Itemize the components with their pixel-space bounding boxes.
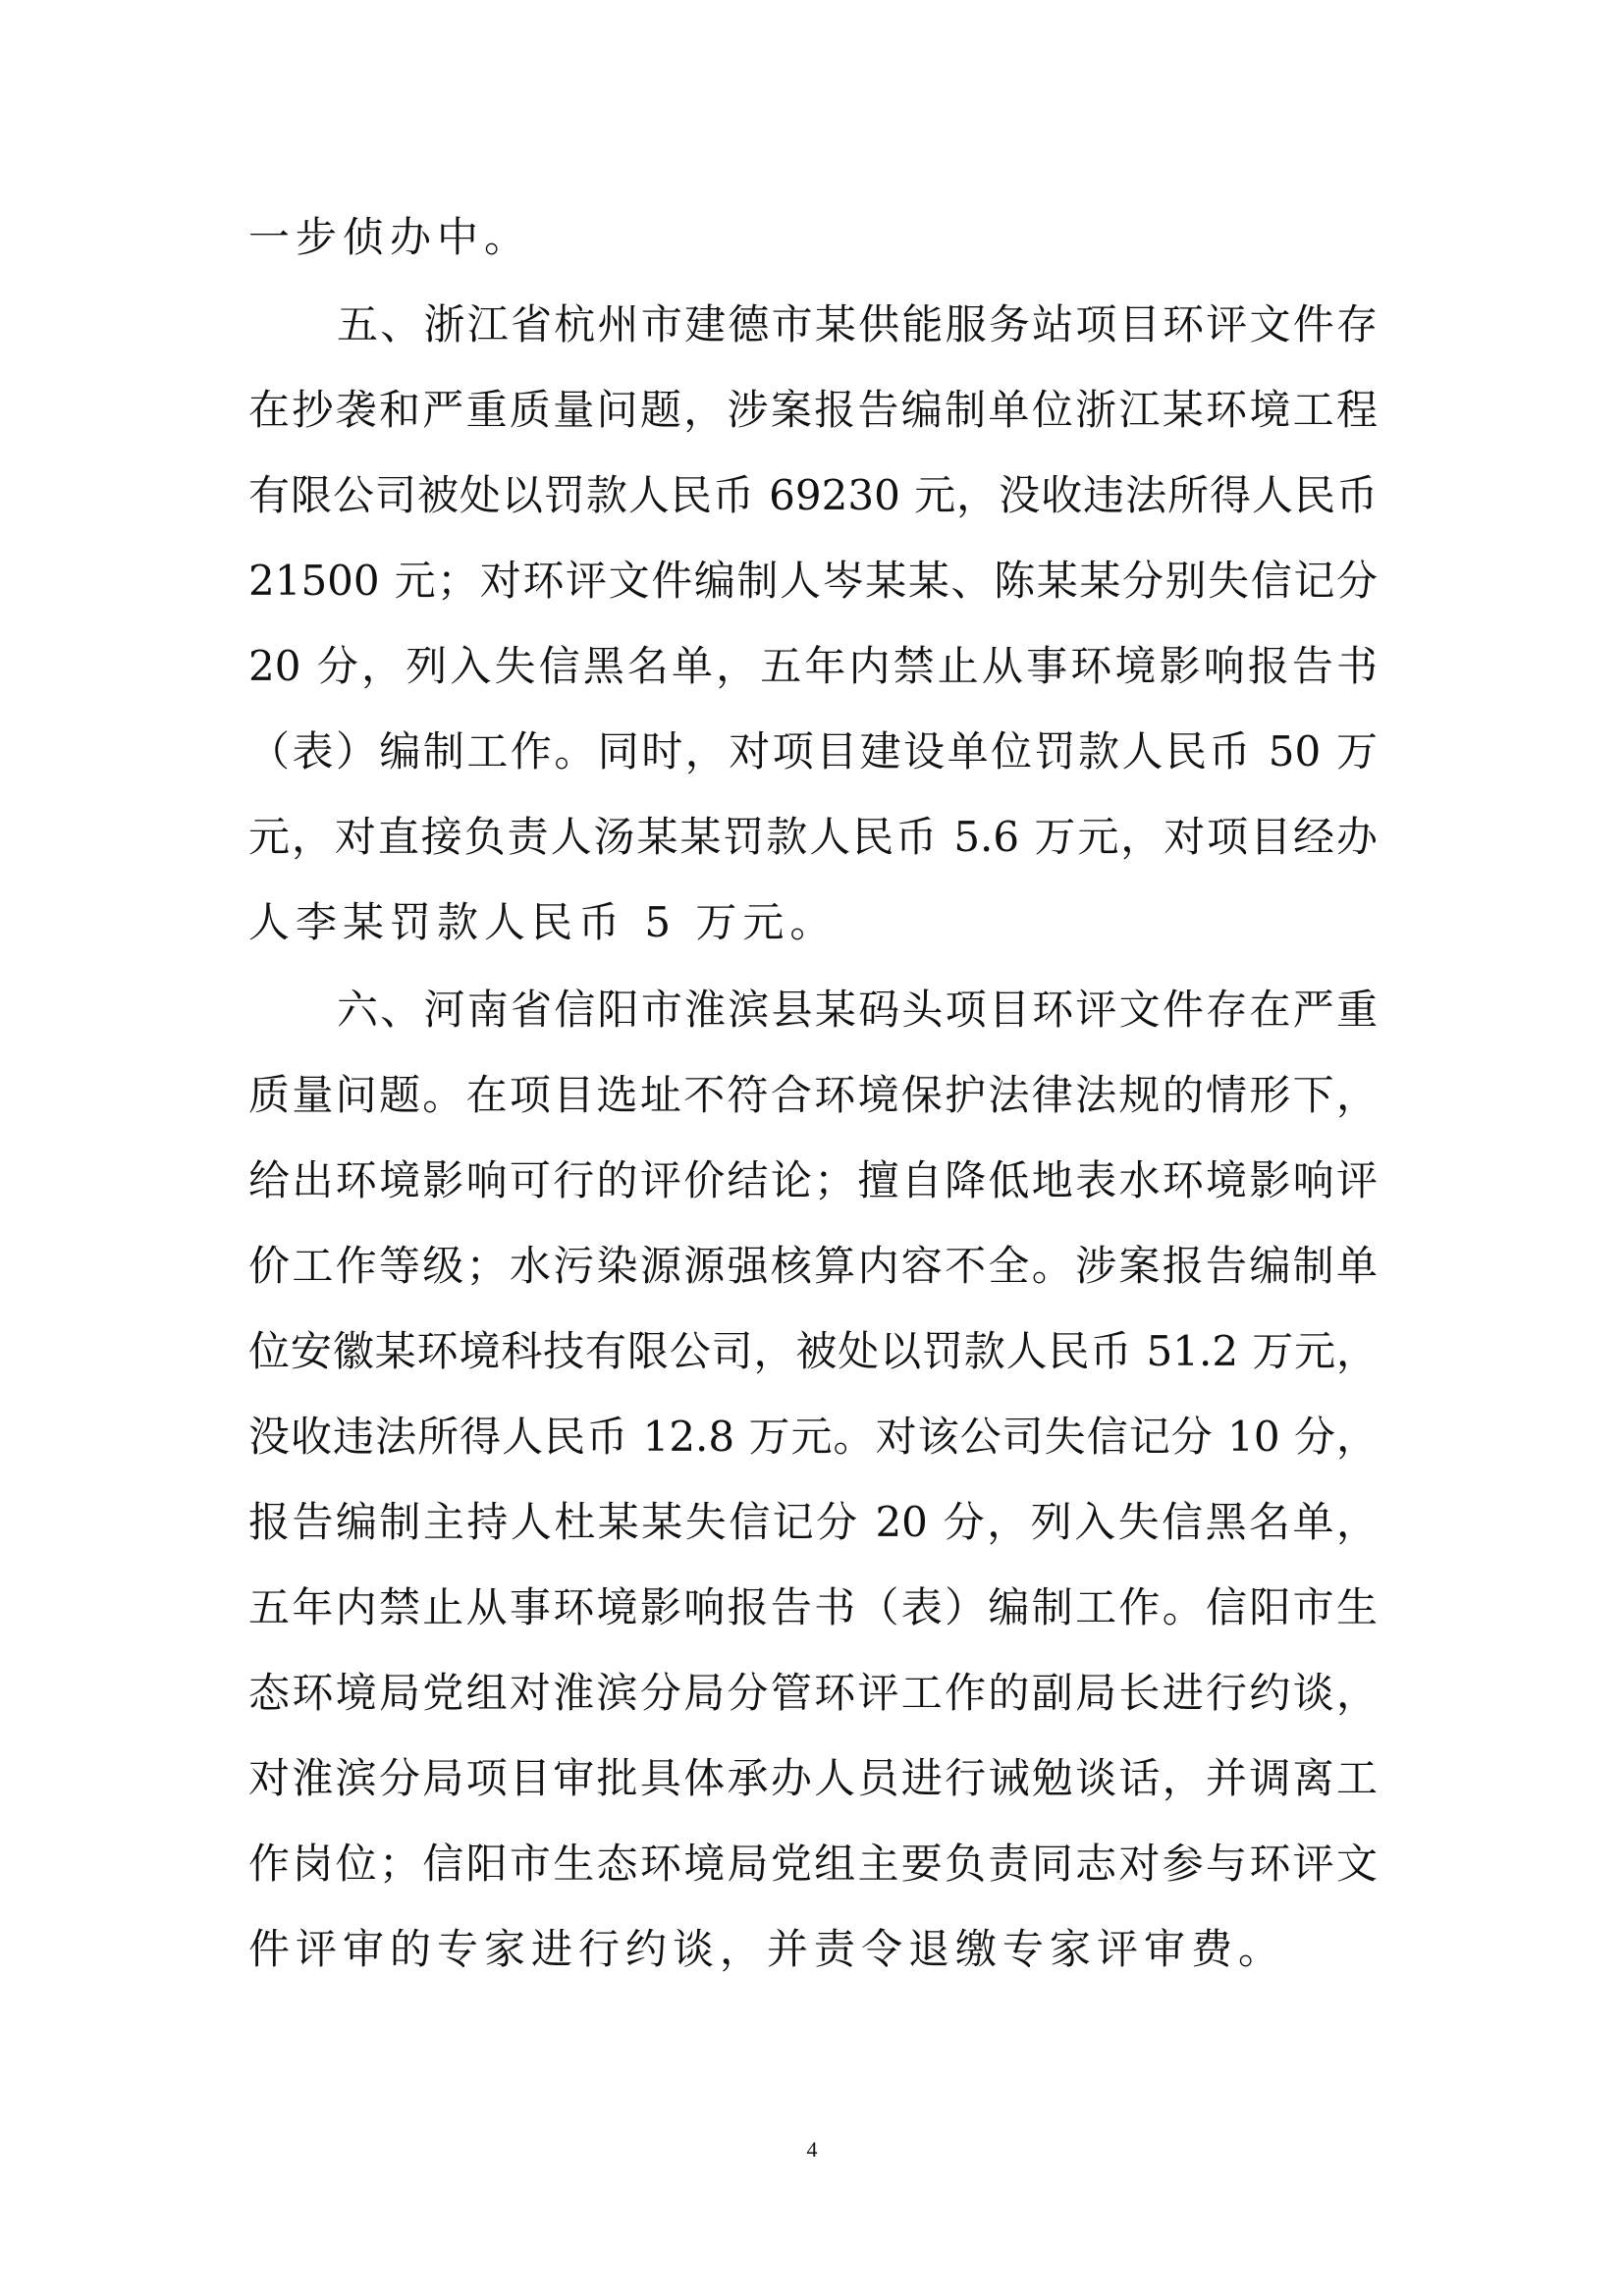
text-line-13: 价工作等级；水污染源源强核算内容不全。涉案报告编制单 [248,1242,1378,1290]
page-number: 4 [806,2137,818,2162]
text-line-15: 没收违法所得人民币 12.8 万元。对该公司失信记分 10 分， [248,1413,1378,1461]
text-line-18: 态环境局党组对淮滨分局分管环评工作的副局长进行约谈， [248,1669,1378,1717]
text-line-11: 质量问题。在项目选址不符合环境保护法律法规的情形下， [248,1071,1378,1119]
text-line-9: 人李某罚款人民币 5 万元。 [248,898,838,946]
text-line-20: 作岗位；信阳市生态环境局党组主要负责同志对参与环评文 [248,1840,1378,1888]
text-line-16: 报告编制主持人杜某某失信记分 20 分，列入失信黑名单， [248,1498,1378,1546]
text-line-21: 件评审的专家进行约谈，并责令退缴专家评审费。 [248,1925,1286,1973]
text-line-3: 在抄袭和严重质量问题，涉案报告编制单位浙江某环境工程 [248,386,1378,434]
text-line-10: 六、河南省信阳市淮滨县某码头项目环评文件存在严重 [337,986,1378,1034]
text-line-4: 有限公司被处以罚款人民币 69230 元，没收违法所得人民币 [248,471,1378,519]
text-line-6: 20 分，列入失信黑名单，五年内禁止从事环境影响报告书 [248,642,1378,690]
text-line-8: 元，对直接负责人汤某某罚款人民币 5.6 万元，对项目经办 [248,813,1378,861]
text-line-17: 五年内禁止从事环境影响报告书（表）编制工作。信阳市生 [248,1583,1378,1631]
text-line-19: 对淮滨分局项目审批具体承办人员进行诫勉谈话，并调离工 [248,1754,1378,1802]
text-line-1: 一步侦办中。 [248,213,532,261]
text-line-5: 21500 元；对环评文件编制人岑某某、陈某某分别失信记分 [248,557,1378,605]
text-line-7: （表）编制工作。同时，对项目建设单位罚款人民币 50 万 [248,727,1378,775]
text-line-12: 给出环境影响可行的评价结论；擅自降低地表水环境影响评 [248,1156,1378,1204]
text-line-14: 位安徽某环境科技有限公司，被处以罚款人民币 51.2 万元， [248,1327,1378,1375]
text-line-2: 五、浙江省杭州市建德市某供能服务站项目环评文件存 [337,300,1378,348]
